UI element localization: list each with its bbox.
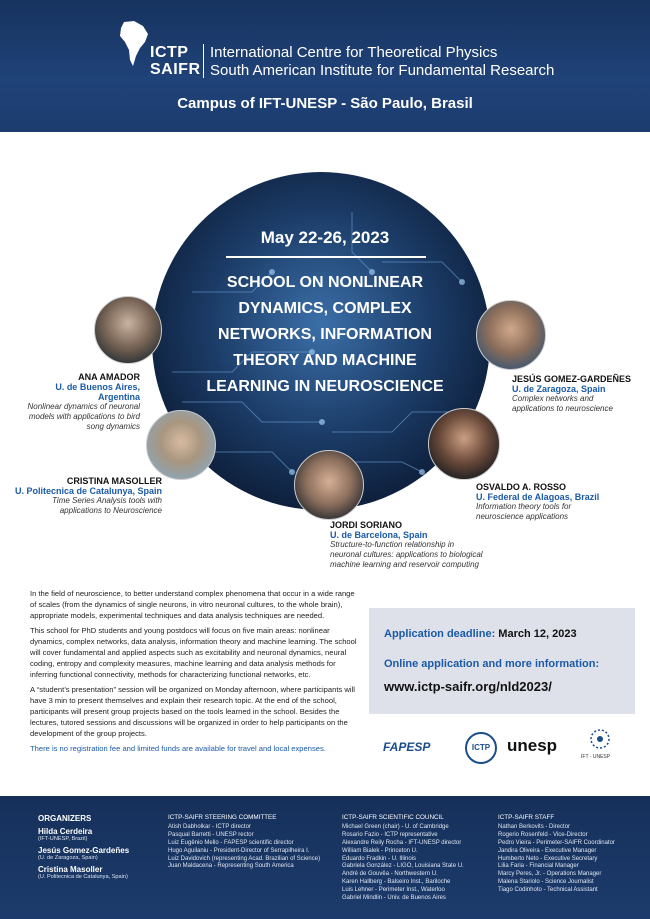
speaker-institution: U. de Barcelona, Spain	[330, 530, 428, 540]
speaker-topic-line: neuroscience applications	[476, 512, 569, 521]
fapesp-logo: FAPESP	[383, 740, 431, 754]
council-member: Michael Green (chair) - U. of Cambridge	[342, 823, 449, 830]
speaker-institution: U. Politecnica de Catalunya, Spain	[14, 486, 162, 496]
council-member: William Bialek - Princeton U.	[342, 847, 418, 854]
ictp-saifr-logo	[150, 44, 201, 78]
steering-member: Juan Maldacena - Representing South America	[168, 863, 294, 870]
speaker-photo-cristina-masoller	[146, 410, 216, 480]
speaker-name: OSVALDO A. ROSSO	[476, 482, 567, 492]
institution-line-2: South American Institute for Fundamental Research	[210, 62, 555, 79]
staff-member: Humberto Neto - Executive Secretary	[498, 855, 598, 862]
deadline	[384, 628, 577, 640]
online-info-label: Online application and more information:	[384, 658, 600, 670]
description-paragraph: This school for PhD students and young postdocs will focus on five main areas: nonlinear dynamics, complex networks, data analysis, information theory and machine learning. The school will cover fundamental and applied aspects such as excitability and neuronal dynamics, neural coding, entropy and complexity measures, machine learning and data analysis methods for inferring functional connectivity, methods for characterizing functional networks, etc.	[30, 626, 357, 679]
speaker-institution: U. de Zaragoza, Spain	[512, 384, 606, 394]
speaker-topic-line: Information theory tools for	[476, 502, 572, 511]
description-paragraph: A “student’s presentation” session will be organized on Monday afternoon, where participants will have 3 min to present themselves and explain their research topic. At the end of the school, participants will present group projects based on the tools learned in the school. Besides the lectures, tutored sessions and discussions will be organized in order to help participants on the development of the group projects.	[30, 685, 355, 738]
title-line: SCHOOL ON NONLINEAR	[226, 274, 424, 291]
speaker-topic-line: Complex networks and	[512, 394, 594, 403]
speaker-topic-line: neuronal cultures: applications to biological	[330, 550, 483, 559]
staff-member: Malena Stariolo - Science Journalist	[498, 879, 594, 886]
organizers-section	[38, 814, 129, 880]
logo-line-1: ICTP	[150, 44, 189, 61]
speaker-cristina-masoller	[14, 476, 162, 516]
speaker-topic-line: applications to Neuroscience	[59, 506, 162, 515]
deadline-value: March 12, 2023	[498, 628, 577, 640]
registration-note: There is no registration fee and limited funds are available for travel and local expenses.	[30, 744, 326, 753]
logo-divider	[203, 44, 204, 78]
speaker-topic-line: models with applications to bird	[28, 412, 140, 421]
steering-committee	[168, 814, 320, 871]
council-member: André de Gouvêa - Northwestern U.	[342, 871, 438, 878]
staff-member: Pedro Vieira - Perimeter-SAIFR Coordinator	[498, 839, 615, 846]
staff-section	[498, 814, 615, 895]
scientific-heading: ICTP-SAIFR SCIENTIFIC COUNCIL	[342, 814, 444, 821]
staff-member: Tiago Codinhoto - Technical Assistant	[498, 887, 598, 894]
council-member: Alexandre Reily Rocha - IFT-UNESP director	[342, 839, 462, 846]
speaker-name: CRISTINA MASOLLER	[66, 476, 162, 486]
speaker-name: JESÚS GOMEZ-GARDEÑES	[512, 374, 632, 384]
date-underline	[226, 256, 426, 258]
ictp-logo: ICTP	[465, 732, 497, 764]
event-date: May 22-26, 2023	[260, 228, 390, 247]
speaker-jordi-soriano	[330, 520, 520, 570]
speaker-photo-jordi-soriano	[294, 450, 364, 520]
organizer-institution: (U. de Zaragoza, Spain)	[38, 855, 98, 861]
steering-member: Hugo Aguilaniu - President-Director of Serrapilheira I.	[168, 847, 310, 854]
council-member: Luis Lehner - Perimeter Inst., Waterloo	[342, 887, 445, 894]
steering-member: Atish Dabholkar - ICTP director	[168, 823, 251, 830]
speaker-photo-jesus-gomez-gardenes	[476, 300, 546, 370]
institution-line-1: International Centre for Theoretical Physics	[210, 44, 498, 61]
speaker-topic-line: Time Series Analysis tools with	[52, 496, 162, 505]
title-line: LEARNING IN NEUROSCIENCE	[206, 378, 444, 395]
sponsor-logos	[383, 728, 633, 768]
ift-unesp-label: IFT - UNESP	[581, 754, 611, 760]
speaker-jesus-gomez-gardenes	[512, 374, 640, 414]
scientific-council	[342, 814, 464, 903]
speaker-name: ANA AMADOR	[78, 372, 140, 382]
campus-title: Campus of IFT-UNESP - São Paulo, Brasil	[177, 95, 473, 112]
staff-member: Rogerio Rosenfeld - Vice-Director	[498, 831, 588, 838]
speaker-institution: U. Federal de Alagoas, Brazil	[476, 492, 600, 502]
ift-unesp-logo-icon	[589, 728, 611, 750]
steering-member: Pasqual Barretti - UNESP rector	[168, 831, 254, 838]
speaker-topic-line: machine learning and reservoir computing	[330, 560, 479, 569]
council-member: Rosario Fazio - ICTP representative	[342, 831, 438, 838]
speaker-topic-line: song dynamics	[86, 422, 140, 431]
steering-heading: ICTP-SAIFR STEERING COMMITTEE	[168, 814, 277, 821]
speaker-osvaldo-rosso	[476, 482, 626, 522]
organizer-name: Cristina Masoller	[38, 865, 103, 874]
steering-member: Luiz Davidovich (representing Acad. Brazilian of Science)	[168, 855, 321, 862]
staff-member: Lilia Faria - Financial Manager	[498, 863, 579, 870]
deadline-label: Application deadline:	[384, 628, 496, 640]
steering-member: Luiz Eugênio Mello - FAPESP scientific director	[168, 839, 294, 846]
speaker-photo-osvaldo-rosso	[428, 408, 500, 480]
event-title	[195, 270, 455, 400]
logo-line-2: SAIFR	[150, 61, 201, 78]
organizer-name: Hilda Cerdeira	[38, 827, 93, 836]
council-member: Eduardo Fradkin - U. Illinois	[342, 855, 417, 862]
speaker-topic-line: Structure-to-function relationship in	[330, 540, 455, 549]
council-member: Gabriela González - LIGO, Louisiana State U.	[342, 863, 464, 870]
council-member: Gabriel Mindlin - Univ. de Buenos Aires	[342, 895, 446, 902]
application-url-link[interactable]: www.ictp-saifr.org/nld2023/	[384, 679, 552, 694]
south-america-map-icon	[118, 20, 150, 68]
organizers-heading: ORGANIZERS	[38, 814, 92, 823]
institution-name	[210, 44, 554, 80]
title-line: NETWORKS, INFORMATION	[218, 326, 432, 343]
speaker-topic-line: applications to neuroscience	[512, 404, 613, 413]
description-text	[30, 588, 360, 758]
unesp-logo: unesp	[507, 736, 558, 755]
council-member: Karen Hallberg - Balseiro Inst., Bariloche	[342, 879, 451, 886]
speaker-ana-amador	[26, 372, 140, 432]
speaker-institution: U. de Buenos Aires, Argentina	[55, 382, 140, 402]
organizer-institution: (U. Politecnica de Catalunya, Spain)	[38, 874, 128, 880]
staff-heading: ICTP-SAIFR STAFF	[498, 814, 555, 821]
description-paragraph: In the field of neuroscience, to better understand complex phenomena that occur in a wide range of scales (from the dynamics of single neurons, in vitro neuronal cultures, to the whole brain), appropriate models, experimental techniques and data analysis techniques are needed.	[30, 589, 355, 620]
speaker-topic-line: Nonlinear dynamics of neuronal	[27, 402, 140, 411]
staff-member: Jandira Oliveira - Executive Manager	[498, 847, 597, 854]
staff-member: Nathan Berkovits - Director	[498, 823, 571, 830]
speaker-photo-ana-amador	[94, 296, 162, 364]
speaker-name: JORDI SORIANO	[330, 520, 403, 530]
organizer-institution: (IFT-UNESP, Brazil)	[38, 836, 88, 842]
organizer-name: Jesús Gomez-Gardeñes	[38, 846, 130, 855]
staff-member: Marcy Peres, Jr. - Operations Manager	[498, 871, 602, 878]
title-line: DYNAMICS, COMPLEX	[238, 300, 412, 317]
title-line: THEORY AND MACHINE	[233, 352, 417, 369]
